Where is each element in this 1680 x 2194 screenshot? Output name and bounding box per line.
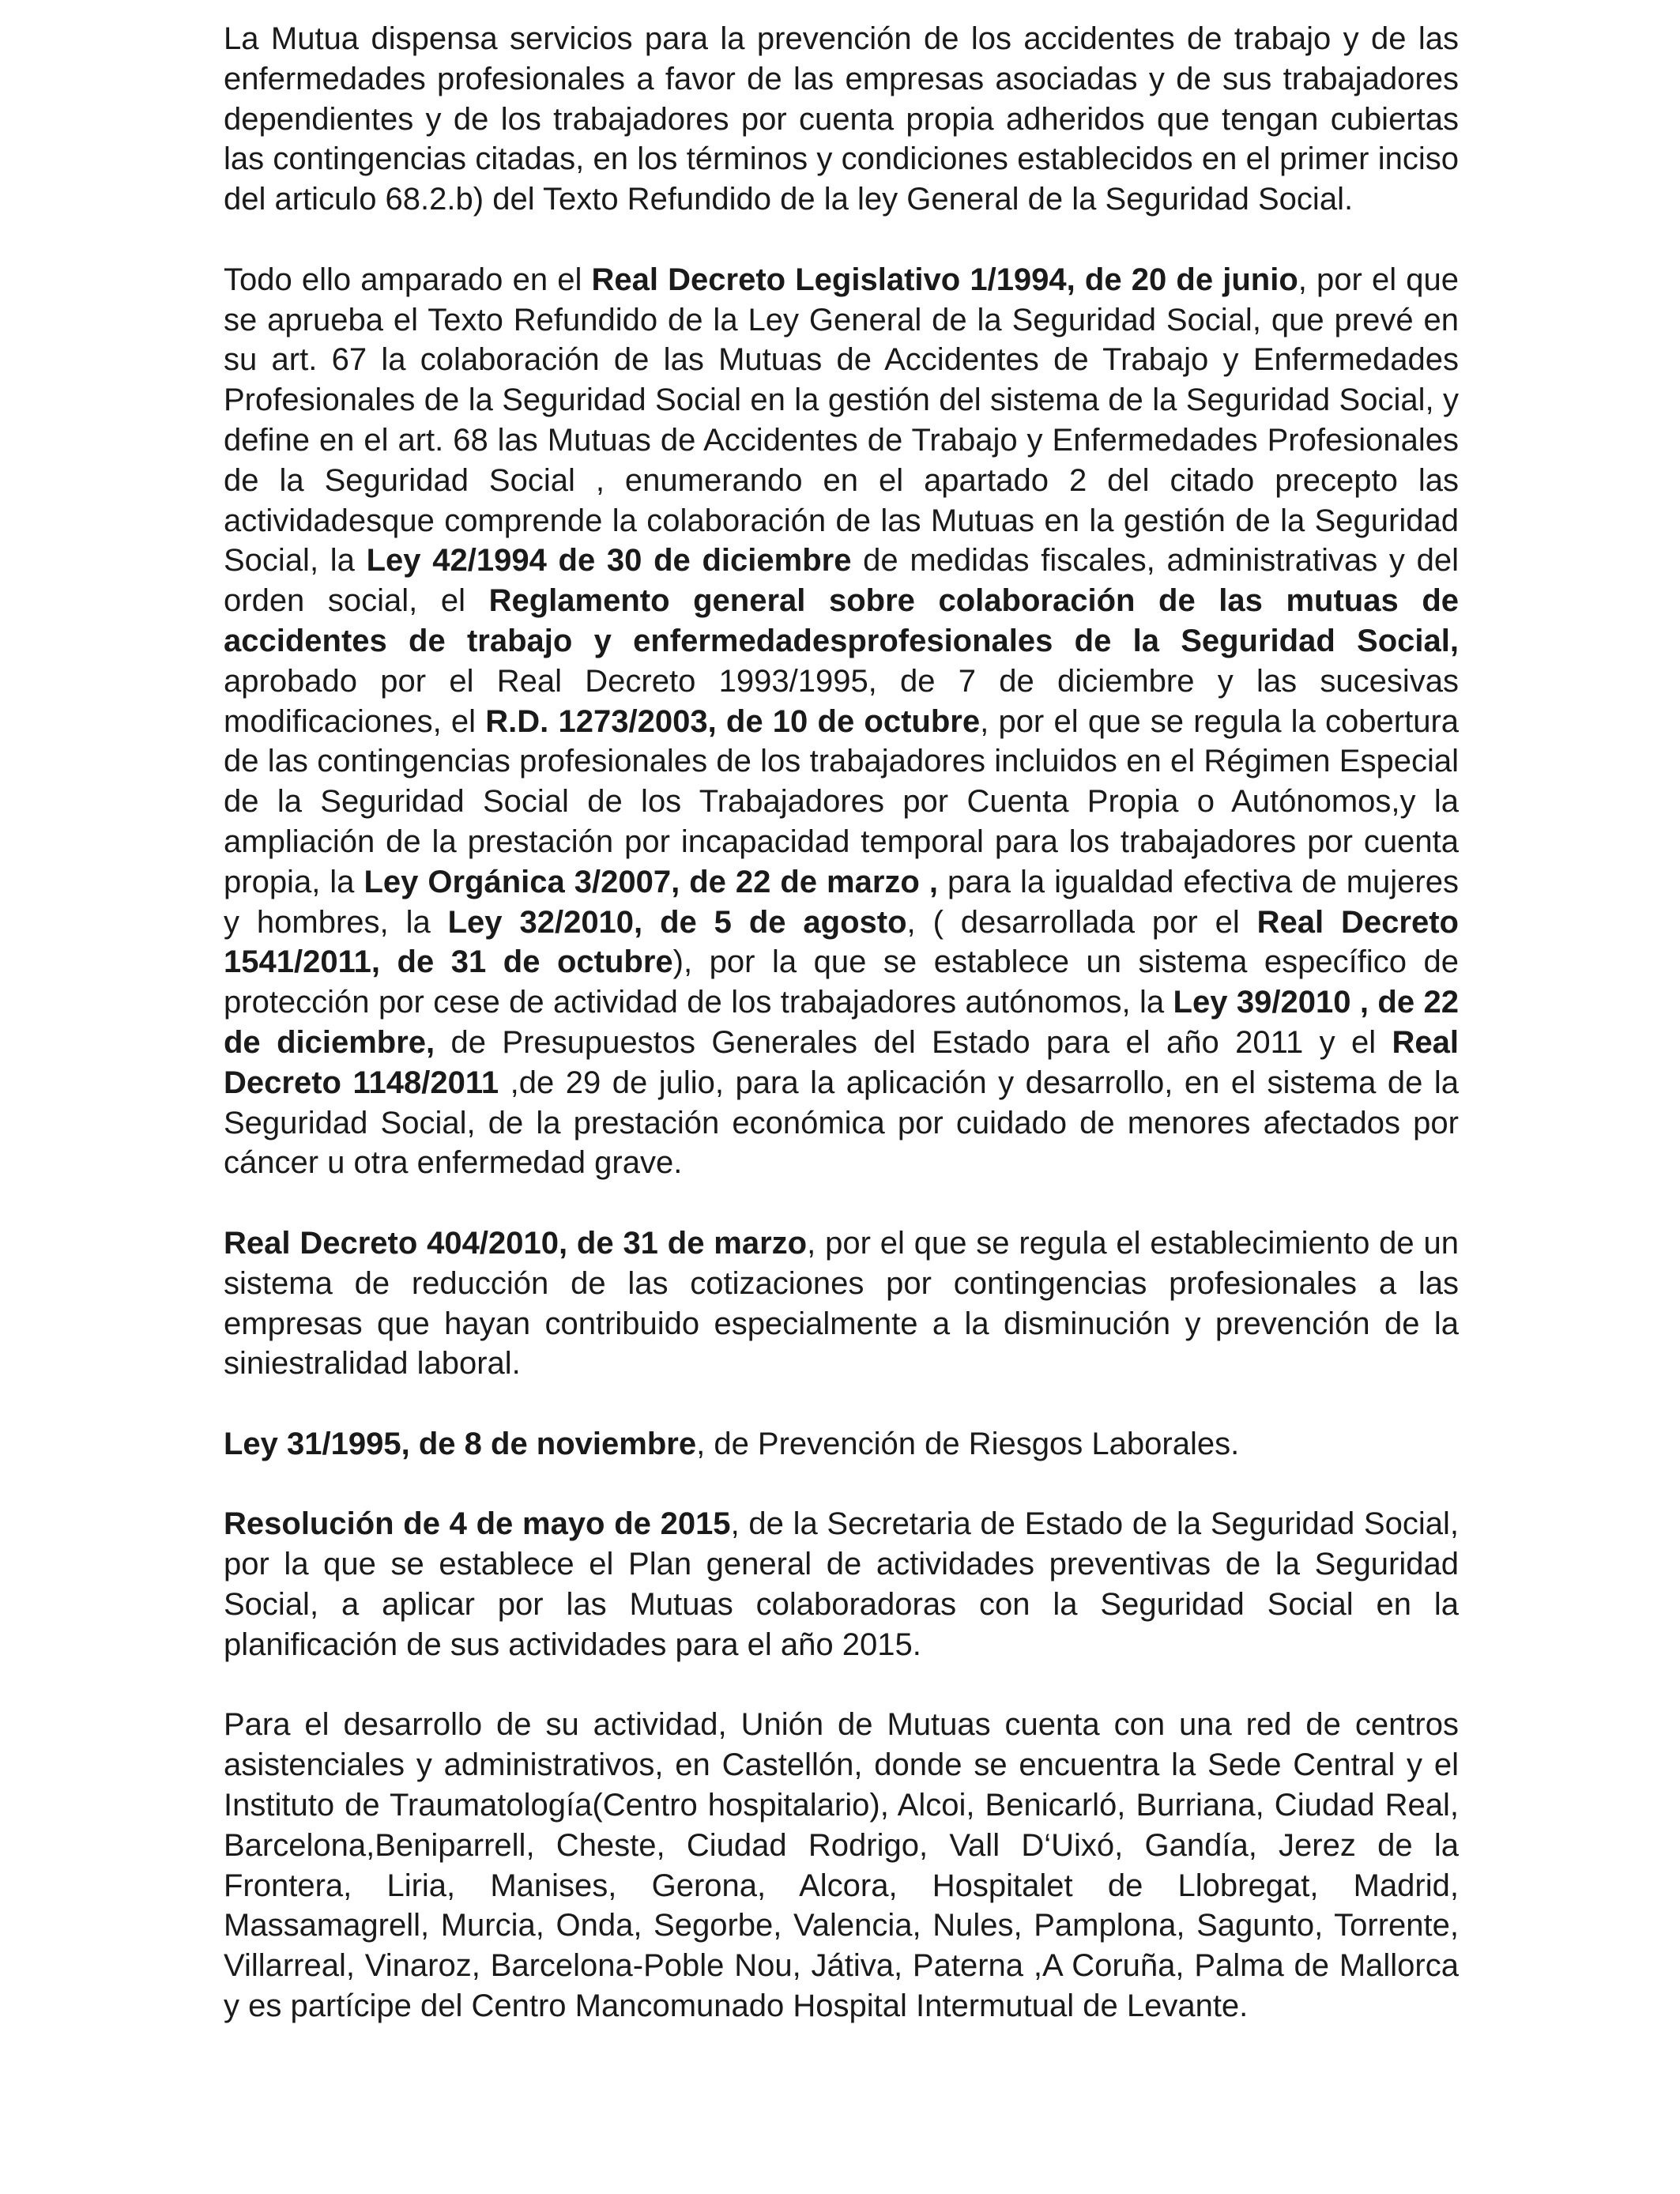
- text-segment: ), por la que se establece un sistema específico de protección por cese de actividad de los trabajadores autónomos, la: [224, 944, 1459, 1020]
- paragraph-centers-network: [224, 1705, 1459, 2026]
- text-segment: ,de 29 de julio, para la aplicación y desarrollo, en el sistema de la Seguridad Social, de la prestación económica por cuidado de menores afectados por cáncer u otra enfermedad grave.: [224, 1065, 1459, 1181]
- text-segment: , de Prevención de Riesgos Laborales.: [696, 1426, 1240, 1461]
- text-segment: para la igualdad efectiva de mujeres y hombres, la: [224, 864, 1459, 940]
- text-segment: de Presupuestos Generales del Estado para el año 2011 y el: [435, 1024, 1392, 1060]
- paragraph-mutua-services: [224, 19, 1459, 220]
- law-reference: Ley 31/1995, de 8 de noviembre: [224, 1426, 697, 1461]
- law-reference: Ley Orgánica 3/2007, de 22 de marzo ,: [363, 864, 938, 899]
- text-segment: Para el desarrollo de su actividad, Unión de Mutuas cuenta con una red de centros asistenciales y administrativos, en Castellón, donde se encuentra la Sede Central y el Instituto de Traumatología(Centro hospitalario), Alcoi, Benicarló, Burriana, Ciudad Real, Barcelona,Beniparrell, Cheste, Ciudad Rodrigo, Vall D‘Uixó, Gandía, Jerez de la Frontera, Liria, Manises, Gerona, Alcora, Hospitalet de Llobregat, Madrid, Massamagrell, Murcia, Onda, Segorbe, Valencia, Nules, Pamplona, Sagunto, Torrente, Villarreal, Vinaroz, Barcelona-Poble Nou, Játiva, Paterna ,A Coruña, Palma de Mallorca y es partícipe del Centro Mancomunado Hospital Intermutual de Levante.: [224, 1707, 1459, 2024]
- law-reference: Real Decreto 404/2010, de 31 de marzo: [224, 1225, 808, 1261]
- paragraph-real-decreto-404: [224, 1223, 1459, 1384]
- law-reference: Ley 42/1994 de 30 de diciembre: [366, 543, 852, 579]
- law-reference: Real Decreto 1541/2011, de 31 de octubre: [224, 904, 1459, 980]
- law-reference: Real Decreto 1148/2011: [224, 1024, 1459, 1100]
- law-reference: Ley 39/2010 , de 22 de diciembre,: [224, 985, 1459, 1060]
- law-reference: Real Decreto Legislativo 1/1994, de 20 de junio: [591, 262, 1298, 297]
- text-segment: , por el que se regula el establecimiento de un sistema de reducción de las cotizaciones por contingencias profesionales a las empresas que hayan contribuido especialmente a la disminución y prevención de la siniestralidad laboral.: [224, 1225, 1459, 1382]
- document-page: [224, 19, 1459, 2026]
- paragraph-ley-31-1995: [224, 1424, 1459, 1465]
- text-segment: , ( desarrollada por el: [906, 904, 1257, 940]
- text-segment: aprobado por el Real Decreto 1993/1995, de 7 de diciembre y las sucesivas modificaciones, el: [224, 663, 1459, 739]
- text-segment: de medidas fiscales, administrativas y del orden social, el: [224, 543, 1460, 619]
- paragraph-legal-framework: [224, 260, 1459, 1183]
- text-segment: La Mutua dispensa servicios para la prevención de los accidentes de trabajo y de las enfermedades profesionales a favor de las empresas asociadas y de sus trabajadores dependientes y de los trabajadores por cuenta propia adheridos que tengan cubiertas las contingencias citadas, en los términos y condiciones establecidos en el primer inciso del articulo 68.2.b) del Texto Refundido de la ley General de la Seguridad Social.: [224, 21, 1459, 217]
- text-segment: , de la Secretaria de Estado de la Seguridad Social, por la que se establece el Plan general de actividades preventivas de la Seguridad Social, a aplicar por las Mutuas colaboradoras con la Seguridad Social en la planificación de sus actividades para el año 2015.: [224, 1506, 1459, 1662]
- text-segment: , por el que se aprueba el Texto Refundido de la Ley General de la Seguridad Social, que prevé en su art. 67 la colaboración de las Mutuas de Accidentes de Trabajo y Enfermedades Profesionales de la Seguridad Social en la gestión del sistema de la Seguridad Social, y define en el art. 68 las Mutuas de Accidentes de Trabajo y Enfermedades Profesionales de la Seguridad Social , enumerando en el apartado 2 del citado precepto las actividadesque comprende la colaboración de las Mutuas en la gestión de la Seguridad Social, la: [224, 262, 1460, 579]
- law-reference: Resolución de 4 de mayo de 2015: [224, 1506, 731, 1542]
- text-segment: Todo ello amparado en el: [224, 262, 592, 297]
- law-reference: Reglamento general sobre colaboración de las mutuas de accidentes de trabajo y enfermedadesprofesionales de la Seguridad Social,: [224, 583, 1460, 658]
- text-segment: , por el que se regula la cobertura de las contingencias profesionales de los trabajadores incluidos en el Régimen Especial de la Seguridad Social de los Trabajadores por Cuenta Propia o Autónomos,y la ampliación de la prestación por incapacidad temporal para los trabajadores por cuenta propia, la: [224, 703, 1460, 899]
- law-reference: R.D. 1273/2003, de 10 de octubre: [485, 703, 981, 739]
- law-reference: Ley 32/2010, de 5 de agosto: [447, 904, 907, 940]
- paragraph-resolucion-2015: [224, 1504, 1459, 1664]
